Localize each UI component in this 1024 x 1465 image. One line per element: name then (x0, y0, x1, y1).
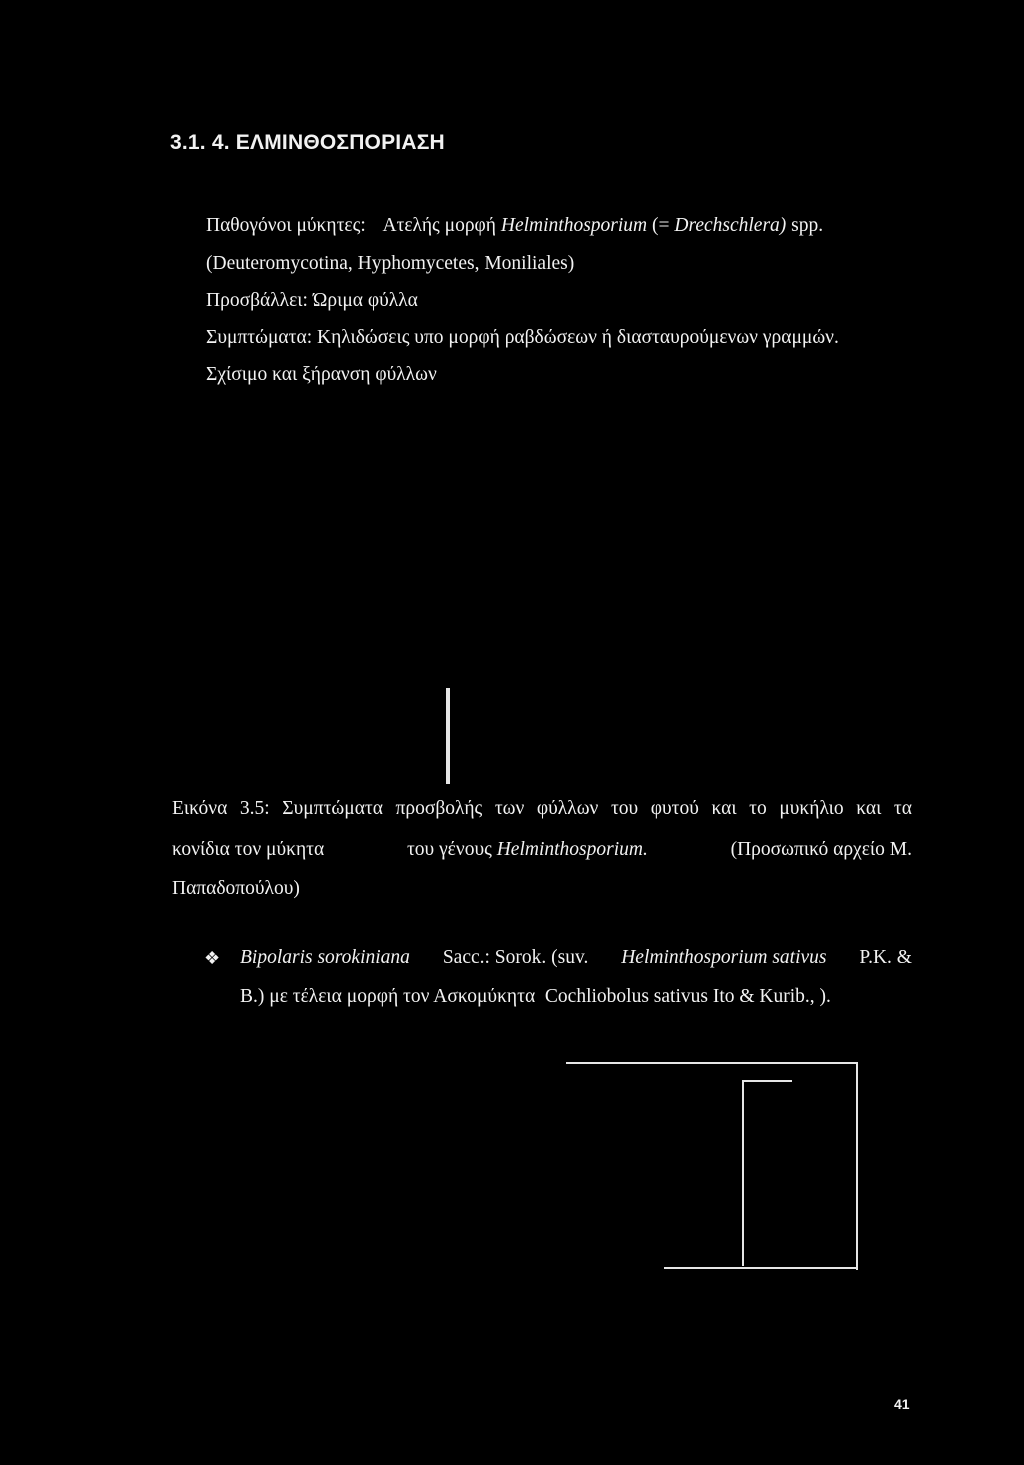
taxonomy-line: (Deuteromycotina, Hyphomycetes, Moniliales) (206, 253, 575, 274)
pathogen-syn-genus: Drechschlera) (674, 215, 787, 236)
caption-part-b: του γένους Helminthosporium. (406, 839, 648, 860)
caption-line-1: Εικόνα 3.5: Συμπτώματα προσβολής των φύλλων του φυτού και το μυκήλιο και τα (172, 798, 912, 819)
bullet-diamond-icon: ❖ (204, 948, 221, 968)
caption-line-2 (172, 839, 912, 861)
caption-part-c: (Προσωπικό αρχείο Μ. (730, 839, 912, 860)
pathogen-syn-open: (= (652, 215, 670, 236)
pathogen-spp: spp. (791, 215, 824, 236)
bullet-syn-author: P.K. & (859, 947, 912, 968)
symptoms-line-1: Συμπτώματα: Κηλιδώσεις υπο μορφή ραβδώσεων ή διασταυρούμενων γραμμών. (206, 327, 839, 348)
section-heading: 3.1. 4. ΕΛΜΙΝΘΟΣΠΟΡΙΑΣΗ (170, 131, 445, 154)
pathogen-label: Παθογόνοι μύκητες: (206, 215, 366, 236)
pathogen-genus: Helminthosporium (500, 215, 648, 236)
attacks-line: Προσβάλλει: Ώριμα φύλλα (206, 290, 418, 311)
bullet-line-2: B.) με τέλεια μορφή τον Ασκομύκητα Cochliobolus sativus Ito & Kurib., ). (240, 986, 831, 1007)
bullet-author: Sacc.: Sorok. (suv. (442, 947, 589, 968)
page-number: 41 (894, 1396, 910, 1412)
caption-genus: Helminthosporium. (496, 839, 648, 860)
caption-line-3: Παπαδοπούλου) (172, 878, 300, 899)
bullet-species: Bipolaris sorokiniana (240, 947, 410, 968)
pathogen-line (206, 215, 823, 237)
pathogen-form: Ατελής μορφή (382, 215, 497, 236)
caption-part-a: κονίδια τον μύκητα (172, 839, 325, 860)
figure-remnant-bar (446, 688, 450, 784)
symptoms-line-2: Σχίσιμο και ξήρανση φύλλων (206, 364, 437, 385)
bullet-line-1 (240, 947, 912, 969)
bullet-syn-species: Helminthosporium sativus (621, 947, 827, 968)
